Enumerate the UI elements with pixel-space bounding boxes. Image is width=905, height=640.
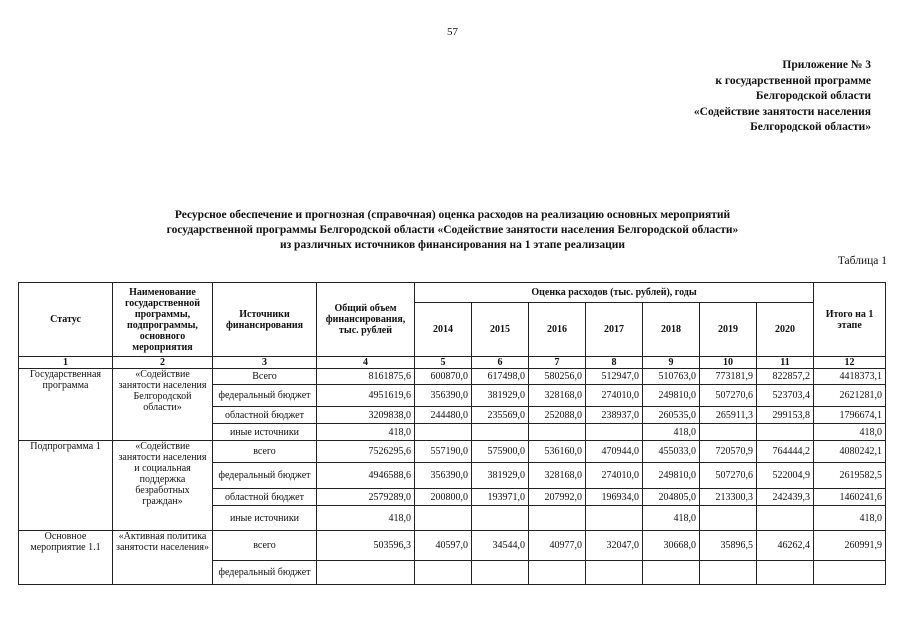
appendix-line: «Содействие занятости населения: [693, 105, 871, 118]
status-cell: Государственная программа: [19, 369, 113, 441]
total-volume-cell: 2579289,0: [317, 489, 415, 506]
year-value-cell: 274010,0: [586, 463, 643, 489]
column-number: 4: [317, 357, 415, 369]
year-value-cell: [415, 424, 472, 441]
stage-total-cell: 1796674,1: [814, 407, 886, 424]
year-value-cell: 455033,0: [643, 441, 700, 463]
total-volume-cell: 4951619,6: [317, 385, 415, 407]
column-number: 2: [113, 357, 213, 369]
source-cell: иные источники: [213, 506, 317, 531]
resources-table: [18, 282, 886, 585]
header-year: 2018: [643, 303, 700, 357]
year-value-cell: 265911,3: [700, 407, 757, 424]
year-value-cell: [643, 561, 700, 585]
appendix-line: к государственной программе: [715, 74, 871, 87]
total-volume-cell: 3209838,0: [317, 407, 415, 424]
appendix-line: Приложение № 3: [782, 59, 871, 71]
total-volume-cell: 418,0: [317, 506, 415, 531]
year-value-cell: 249810,0: [643, 385, 700, 407]
year-value-cell: 328168,0: [529, 385, 586, 407]
year-value-cell: 244480,0: [415, 407, 472, 424]
year-value-cell: 238937,0: [586, 407, 643, 424]
year-value-cell: [472, 561, 529, 585]
year-value-cell: [586, 561, 643, 585]
year-value-cell: 207992,0: [529, 489, 586, 506]
year-value-cell: 773181,9: [700, 369, 757, 385]
header-sources: Источники финансирования: [213, 283, 317, 357]
year-value-cell: [529, 424, 586, 441]
stage-total-cell: 1460241,6: [814, 489, 886, 506]
stage-total-cell: 4080242,1: [814, 441, 886, 463]
header-year: 2017: [586, 303, 643, 357]
year-value-cell: 46262,4: [757, 531, 814, 561]
document-title: [0, 208, 905, 253]
year-value-cell: 470944,0: [586, 441, 643, 463]
column-number: 11: [757, 357, 814, 369]
year-value-cell: 720570,9: [700, 441, 757, 463]
year-value-cell: [586, 424, 643, 441]
title-line: Ресурсное обеспечение и прогнозная (справочная) оценка расходов на реализацию основных мероприятий: [174, 209, 731, 221]
column-number: 3: [213, 357, 317, 369]
table-row: [19, 531, 886, 561]
source-cell: федеральный бюджет: [213, 463, 317, 489]
year-value-cell: 40597,0: [415, 531, 472, 561]
header-year: 2019: [700, 303, 757, 357]
year-value-cell: 193971,0: [472, 489, 529, 506]
year-value-cell: [529, 506, 586, 531]
year-value-cell: 213300,3: [700, 489, 757, 506]
year-value-cell: [472, 506, 529, 531]
program-name-cell: «Содействие занятости населения и социальная поддержка безработных граждан»: [113, 441, 213, 531]
source-cell: федеральный бюджет: [213, 561, 317, 585]
header-stage-total: Итого на 1 этапе: [814, 283, 886, 357]
stage-total-cell: 418,0: [814, 506, 886, 531]
year-value-cell: 381929,0: [472, 463, 529, 489]
status-cell: Основное мероприятие 1.1: [19, 531, 113, 585]
year-value-cell: 507270,6: [700, 385, 757, 407]
year-value-cell: 249810,0: [643, 463, 700, 489]
year-value-cell: 299153,8: [757, 407, 814, 424]
source-cell: иные источники: [213, 424, 317, 441]
appendix-line: Белгородской области: [755, 90, 871, 102]
year-value-cell: 536160,0: [529, 441, 586, 463]
year-value-cell: 557190,0: [415, 441, 472, 463]
year-value-cell: 617498,0: [472, 369, 529, 385]
total-volume-cell: 418,0: [317, 424, 415, 441]
header-status: Статус: [19, 283, 113, 357]
year-value-cell: 328168,0: [529, 463, 586, 489]
stage-total-cell: 4418373,1: [814, 369, 886, 385]
year-value-cell: 580256,0: [529, 369, 586, 385]
year-value-cell: [757, 424, 814, 441]
year-value-cell: 30668,0: [643, 531, 700, 561]
year-value-cell: 575900,0: [472, 441, 529, 463]
total-volume-cell: [317, 561, 415, 585]
year-value-cell: 523703,4: [757, 385, 814, 407]
year-value-cell: 510763,0: [643, 369, 700, 385]
year-value-cell: 600870,0: [415, 369, 472, 385]
year-value-cell: [700, 506, 757, 531]
column-number: 10: [700, 357, 757, 369]
year-value-cell: [529, 561, 586, 585]
year-value-cell: 40977,0: [529, 531, 586, 561]
year-value-cell: 512947,0: [586, 369, 643, 385]
year-value-cell: [700, 424, 757, 441]
year-value-cell: 418,0: [643, 424, 700, 441]
year-value-cell: 35896,5: [700, 531, 757, 561]
year-value-cell: 822857,2: [757, 369, 814, 385]
year-value-cell: [700, 561, 757, 585]
year-value-cell: 381929,0: [472, 385, 529, 407]
total-volume-cell: 8161875,6: [317, 369, 415, 385]
year-value-cell: 32047,0: [586, 531, 643, 561]
year-value-cell: [415, 561, 472, 585]
year-value-cell: 764444,2: [757, 441, 814, 463]
year-value-cell: 252088,0: [529, 407, 586, 424]
year-value-cell: 235569,0: [472, 407, 529, 424]
column-number: 1: [19, 357, 113, 369]
appendix-line: Белгородской области»: [750, 121, 871, 133]
program-name-cell: «Содействие занятости населения Белгородской области»: [113, 369, 213, 441]
source-cell: всего: [213, 441, 317, 463]
stage-total-cell: 2621281,0: [814, 385, 886, 407]
source-cell: областной бюджет: [213, 407, 317, 424]
year-value-cell: 507270,6: [700, 463, 757, 489]
column-number: 7: [529, 357, 586, 369]
year-value-cell: 34544,0: [472, 531, 529, 561]
source-cell: Всего: [213, 369, 317, 385]
header-name: Наименование государственной программы, подпрограммы, основного мероприятия: [113, 283, 213, 357]
page-number: 57: [447, 26, 458, 38]
source-cell: областной бюджет: [213, 489, 317, 506]
year-value-cell: 196934,0: [586, 489, 643, 506]
stage-total-cell: 2619582,5: [814, 463, 886, 489]
stage-total-cell: [814, 561, 886, 585]
table-row: [19, 441, 886, 463]
program-name-cell: «Активная политика занятости населения»: [113, 531, 213, 585]
title-line: государственной программы Белгородской области «Содействие занятости населения Белгородской области»: [166, 224, 739, 236]
table-row: [19, 369, 886, 385]
year-value-cell: [757, 506, 814, 531]
year-value-cell: [757, 561, 814, 585]
year-value-cell: 200800,0: [415, 489, 472, 506]
year-value-cell: 522004,9: [757, 463, 814, 489]
table-label: Таблица 1: [837, 255, 887, 267]
year-value-cell: 260535,0: [643, 407, 700, 424]
source-cell: всего: [213, 531, 317, 561]
stage-total-cell: 418,0: [814, 424, 886, 441]
stage-total-cell: 260991,9: [814, 531, 886, 561]
header-year: 2015: [472, 303, 529, 357]
source-cell: федеральный бюджет: [213, 385, 317, 407]
year-value-cell: [415, 506, 472, 531]
year-value-cell: [472, 424, 529, 441]
year-value-cell: 356390,0: [415, 463, 472, 489]
column-number: 12: [814, 357, 886, 369]
column-number: 6: [472, 357, 529, 369]
header-year: 2020: [757, 303, 814, 357]
total-volume-cell: 7526295,6: [317, 441, 415, 463]
title-line: из различных источников финансирования на 1 этапе реализации: [279, 239, 626, 251]
year-value-cell: 274010,0: [586, 385, 643, 407]
header-year: 2014: [415, 303, 472, 357]
appendix-heading: [611, 58, 871, 136]
year-value-cell: 418,0: [643, 506, 700, 531]
total-volume-cell: 4946588,6: [317, 463, 415, 489]
year-value-cell: 242439,3: [757, 489, 814, 506]
year-value-cell: 204805,0: [643, 489, 700, 506]
column-number: 8: [586, 357, 643, 369]
header-year: 2016: [529, 303, 586, 357]
status-cell: Подпрограмма 1: [19, 441, 113, 531]
column-number: 5: [415, 357, 472, 369]
header-total-volume: Общий объем финансирования, тыс. рублей: [317, 283, 415, 357]
year-value-cell: [586, 506, 643, 531]
year-value-cell: 356390,0: [415, 385, 472, 407]
total-volume-cell: 503596,3: [317, 531, 415, 561]
header-estimate: Оценка расходов (тыс. рублей), годы: [415, 283, 814, 303]
column-number: 9: [643, 357, 700, 369]
column-number-row: [19, 357, 886, 369]
